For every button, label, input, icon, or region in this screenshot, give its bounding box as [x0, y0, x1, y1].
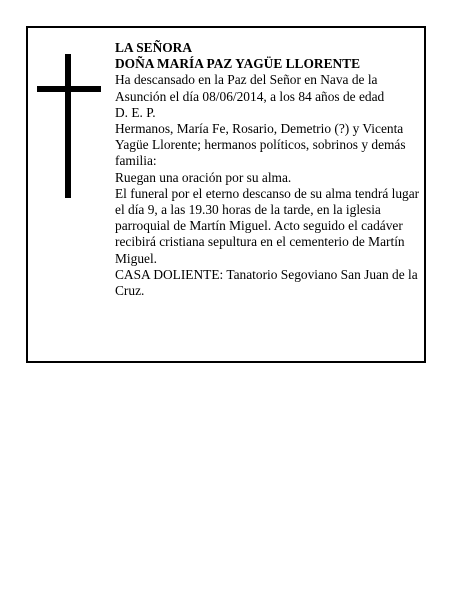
family-list: Hermanos, María Fe, Rosario, Demetrio (?) y Vicenta Yagüe Llorente; hermanos políticos, sobrinos y demás familia: — [115, 121, 406, 169]
dep-line: D. E. P. — [115, 104, 156, 120]
cross-vertical-bar — [65, 54, 71, 198]
cross-horizontal-bar — [37, 86, 101, 92]
funeral-details: El funeral por el eterno descanso de su alma tendrá lugar el día 9, a las 19.30 horas de la tarde, en la iglesia parroquial de Martín Miguel. Acto seguido el cadáver recibirá cristiana sepultura en el cementerio de Martín Miguel. — [115, 185, 420, 266]
obituary-notice — [26, 26, 426, 363]
notice-text — [115, 40, 421, 299]
mourning-house: CASA DOLIENTE: Tanatorio Segoviano San Juan de la Cruz. — [115, 266, 418, 299]
notice-title: LA SEÑORA — [115, 40, 193, 55]
cross-icon — [37, 54, 101, 198]
prayer-request: Ruegan una oración por su alma. — [115, 169, 292, 185]
deceased-name: DOÑA MARÍA PAZ YAGÜE LLORENTE — [115, 56, 361, 72]
death-statement: Ha descansado en la Paz del Señor en Nava de la Asunción el día 08/06/2014, a los 84 años de edad — [115, 72, 385, 104]
